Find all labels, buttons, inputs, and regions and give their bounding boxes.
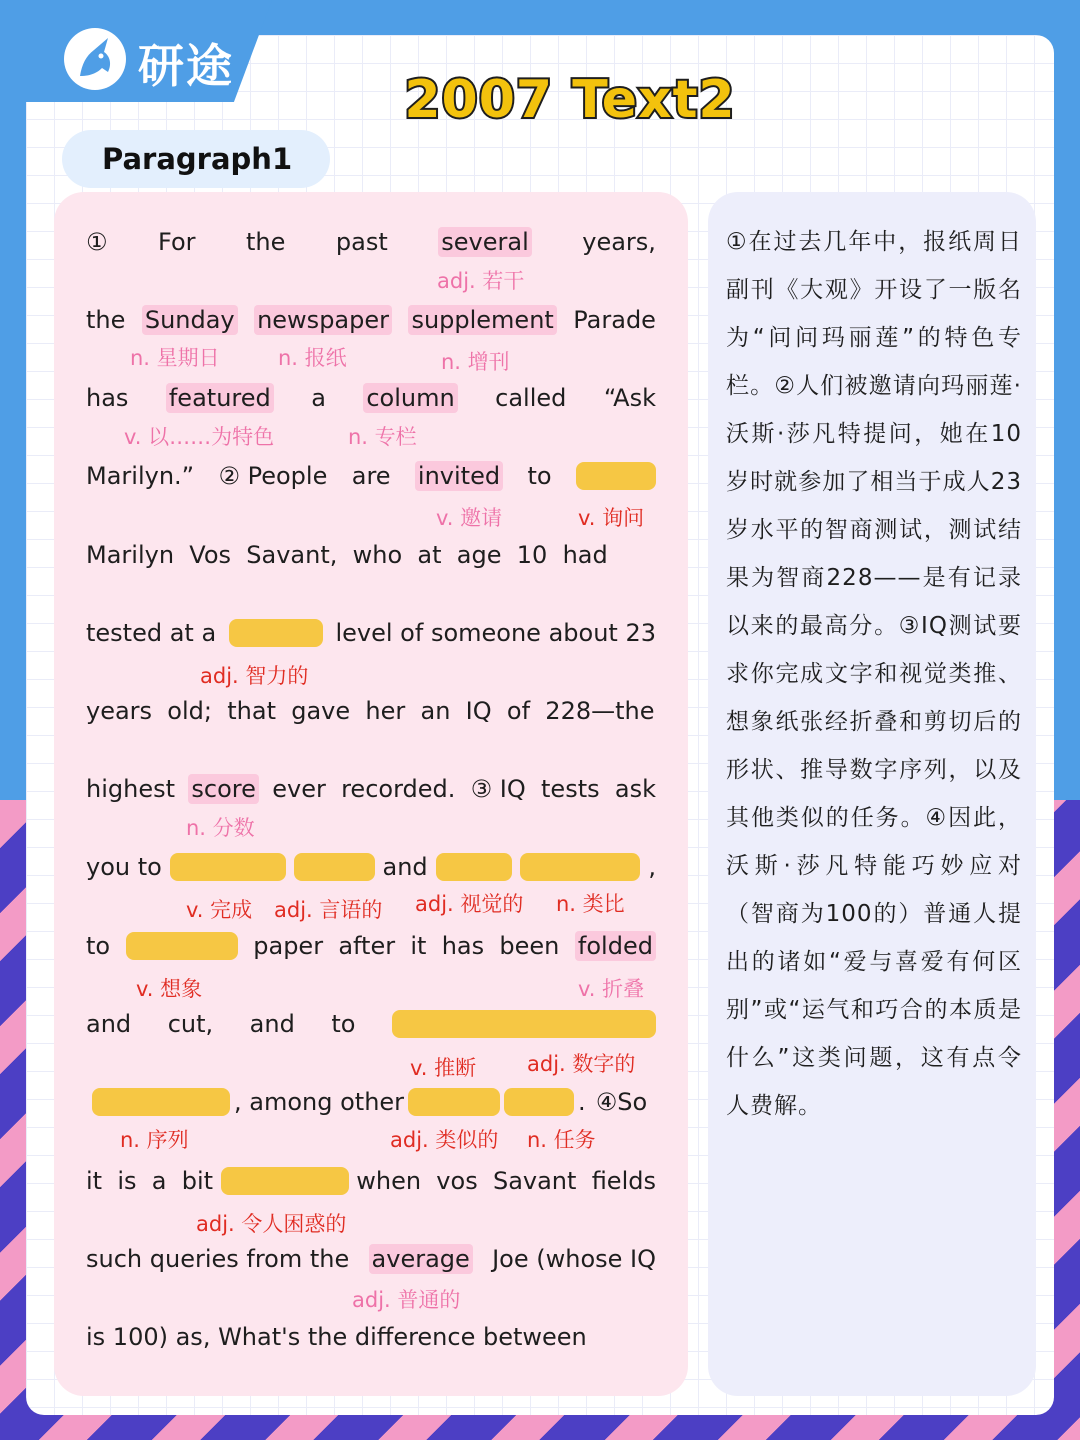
- word: called: [495, 384, 567, 412]
- annotation: v. 推断: [410, 1056, 477, 1080]
- word: a: [311, 384, 326, 412]
- text-line-14: [86, 1239, 656, 1279]
- word: ever recorded. ③ IQ tests ask: [272, 775, 656, 803]
- word: years,: [582, 228, 656, 256]
- word: has: [86, 384, 129, 412]
- annotation: v. 邀请: [436, 506, 503, 530]
- text-line-1: [86, 222, 656, 262]
- word: and: [382, 853, 428, 881]
- fill-blank: [392, 1010, 656, 1038]
- word: tested at a: [86, 619, 217, 647]
- highlight-word: invited: [415, 461, 503, 491]
- text-line-11: [86, 1004, 656, 1044]
- highlight-word: supplement: [408, 305, 556, 335]
- highlight-word: column: [363, 383, 457, 413]
- annotation: v. 折叠: [578, 977, 645, 1001]
- text-line-8: [86, 769, 656, 809]
- text-line-7: years old; that gave her an IQ of 228—the: [86, 697, 655, 725]
- sentence-number: ①: [86, 228, 108, 256]
- word: the: [246, 228, 286, 256]
- highlight-word: newspaper: [254, 305, 392, 335]
- text-line-10: [86, 926, 656, 966]
- text-line-4: [86, 456, 656, 496]
- text-line-13: [86, 1161, 656, 1201]
- highlight-word: average: [369, 1244, 473, 1274]
- word: , among other: [234, 1088, 405, 1116]
- fill-blank: [229, 619, 323, 647]
- word: it is a bit: [86, 1167, 214, 1195]
- word: level of someone about 23: [335, 619, 656, 647]
- word: .: [578, 1088, 586, 1116]
- annotation: v. 想象: [136, 977, 203, 1001]
- chinese-translation: ①在过去几年中，报纸周日副刊《大观》开设了一版名为“问问玛丽莲”的特色专栏。②人们被邀请向玛丽莲·沃斯·莎凡特提问，她在10岁时就参加了相当于成人23岁水平的智商测试，测试结果为智商228——是有记录以来的最高分。③IQ测试要求你完成文字和视觉类推、想象纸张经折叠和剪切后的形状、推导数字序列，以及其他类似的任务。④因此，沃斯·莎凡特能巧妙应对（智商为100的）普通人提出的诸如“爱与喜爱有何区别”或“运气和巧合的本质是什么”这类问题，这有点令人费解。: [726, 229, 1022, 1119]
- word: Joe (whose IQ: [492, 1245, 656, 1273]
- word: For: [158, 228, 196, 256]
- fill-blank: [126, 932, 238, 960]
- word: the: [86, 306, 126, 334]
- word: to: [527, 462, 552, 490]
- annotation: n. 类比: [556, 892, 625, 916]
- highlight-word: several: [438, 227, 531, 257]
- fill-blank: [436, 853, 513, 881]
- word: highest: [86, 775, 176, 803]
- annotation: adj. 令人困惑的: [196, 1212, 347, 1236]
- word: cut,: [167, 1010, 214, 1038]
- text-line-6: [86, 613, 656, 653]
- text-line-9: [86, 847, 656, 887]
- word: paper after it has been: [253, 932, 560, 960]
- annotation: adj. 视觉的: [415, 892, 524, 916]
- fill-blank: [170, 853, 286, 881]
- paragraph-label: Paragraph1: [62, 130, 330, 188]
- annotation: adj. 智力的: [200, 664, 309, 688]
- fill-blank: [520, 853, 640, 881]
- annotation: n. 任务: [527, 1128, 596, 1152]
- annotation: adj. 类似的: [390, 1128, 499, 1152]
- annotation: adj. 数字的: [527, 1052, 636, 1076]
- highlight-word: score: [188, 774, 259, 804]
- annotation: adj. 普通的: [352, 1288, 461, 1312]
- annotation: adj. 若干: [437, 269, 525, 293]
- fill-blank: [408, 1088, 500, 1116]
- word: ,: [648, 853, 656, 881]
- highlight-word: featured: [166, 383, 274, 413]
- highlight-word: Sunday: [142, 305, 238, 335]
- fill-blank: [294, 853, 375, 881]
- word: and: [249, 1010, 295, 1038]
- annotation: v. 完成: [186, 898, 253, 922]
- text-line-5: Marilyn Vos Savant, who at age 10 had: [86, 541, 608, 569]
- word: Parade: [573, 306, 656, 334]
- word: to: [86, 932, 111, 960]
- word: and: [86, 1010, 132, 1038]
- fill-blank: [576, 462, 656, 490]
- fill-blank: [221, 1167, 349, 1195]
- fill-blank: [92, 1088, 230, 1116]
- highlight-word: folded: [575, 931, 656, 961]
- annotation: n. 星期日: [130, 346, 220, 370]
- annotation: v. 以……为特色: [124, 425, 275, 449]
- annotation: n. 序列: [120, 1128, 189, 1152]
- brand-name: 研途: [138, 39, 234, 93]
- word: you to: [86, 853, 162, 881]
- text-line-2: [86, 300, 656, 340]
- word: “Ask: [603, 384, 656, 412]
- annotation: n. 分数: [186, 816, 255, 840]
- word: to: [331, 1010, 356, 1038]
- word: past: [335, 228, 388, 256]
- annotation: n. 报纸: [278, 346, 347, 370]
- annotation: n. 增刊: [441, 350, 510, 374]
- annotation: adj. 言语的: [274, 898, 383, 922]
- word: ② People: [218, 462, 328, 490]
- annotation: n. 专栏: [348, 425, 417, 449]
- word: are: [351, 462, 391, 490]
- page-title: 2007 Text2: [404, 70, 736, 130]
- word: Marilyn.”: [86, 462, 195, 490]
- word: when vos Savant fields: [356, 1167, 656, 1195]
- text-line-12: [92, 1082, 656, 1122]
- fill-blank: [504, 1088, 574, 1116]
- word: ④So: [595, 1088, 648, 1116]
- word: such queries from the: [86, 1245, 350, 1273]
- text-line-3: [86, 378, 656, 418]
- annotation: v. 询问: [578, 506, 645, 530]
- text-line-15: is 100) as, What's the difference between: [86, 1323, 587, 1351]
